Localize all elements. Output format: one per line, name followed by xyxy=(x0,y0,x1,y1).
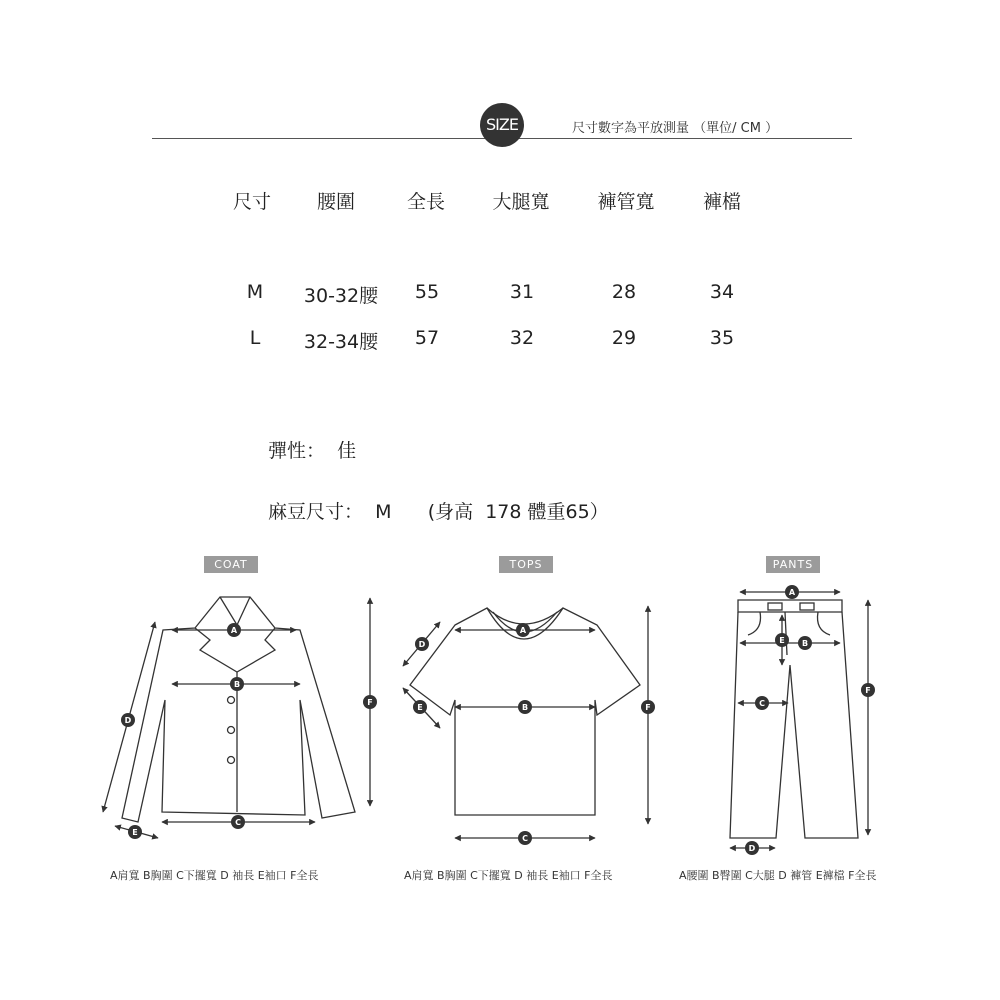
svg-text:C: C xyxy=(235,818,241,827)
svg-text:F: F xyxy=(367,698,373,707)
coat-tag: COAT xyxy=(204,556,258,573)
svg-text:D: D xyxy=(748,844,756,853)
svg-text:C: C xyxy=(522,834,528,843)
table-cell: L xyxy=(249,327,261,349)
table-cell: 29 xyxy=(611,327,637,349)
col-header-rise: 褲檔 xyxy=(702,191,741,213)
svg-text:B: B xyxy=(521,703,529,712)
elasticity-info: 彈性： 佳 xyxy=(268,440,357,462)
svg-text:D: D xyxy=(418,640,426,649)
svg-text:F: F xyxy=(645,703,651,712)
svg-text:E: E xyxy=(132,828,138,837)
col-header-waist: 腰圍 xyxy=(316,191,355,213)
pants-caption: A腰圍 B臀圍 C大腿 D 褲管 E褲檔 F全長 xyxy=(679,869,877,882)
col-header-thigh: 大腿寬 xyxy=(492,191,550,213)
col-header-size: 尺寸 xyxy=(232,191,271,213)
table-cell: 57 xyxy=(414,327,440,349)
svg-text:B: B xyxy=(233,680,241,689)
table-cell: 34 xyxy=(709,281,735,303)
table-cell: M xyxy=(246,281,264,303)
table-cell: 30-32腰 xyxy=(303,285,379,307)
table-cell: 32 xyxy=(509,327,535,349)
tops-tag: TOPS xyxy=(499,556,553,573)
svg-text:E: E xyxy=(779,636,785,645)
table-cell: 32-34腰 xyxy=(303,331,379,353)
measurement-note: 尺寸數字為平放測量 （單位/ CM ） xyxy=(572,121,779,136)
model-size-info: 麻豆尺寸： M (身高 178 體重65） xyxy=(268,501,609,523)
svg-text:C: C xyxy=(759,699,765,708)
tops-caption: A肩寬 B胸圍 C下擺寬 D 袖長 E袖口 F全長 xyxy=(404,869,613,882)
table-cell: 35 xyxy=(709,327,735,349)
table-cell: 55 xyxy=(414,281,440,303)
svg-text:E: E xyxy=(417,703,423,712)
size-badge: SIZE xyxy=(480,103,524,147)
pants-tag: PANTS xyxy=(766,556,820,573)
svg-text:A: A xyxy=(788,588,796,597)
coat-caption: A肩寬 B胸圍 C下擺寬 D 袖長 E袖口 F全長 xyxy=(110,869,319,882)
table-cell: 28 xyxy=(611,281,637,303)
svg-text:D: D xyxy=(124,716,132,725)
col-header-hem: 褲管寬 xyxy=(597,191,655,213)
svg-text:A: A xyxy=(519,626,527,635)
svg-text:A: A xyxy=(230,626,238,635)
svg-text:B: B xyxy=(801,639,809,648)
col-header-length: 全長 xyxy=(406,191,445,213)
table-cell: 31 xyxy=(509,281,535,303)
svg-text:F: F xyxy=(865,686,871,695)
